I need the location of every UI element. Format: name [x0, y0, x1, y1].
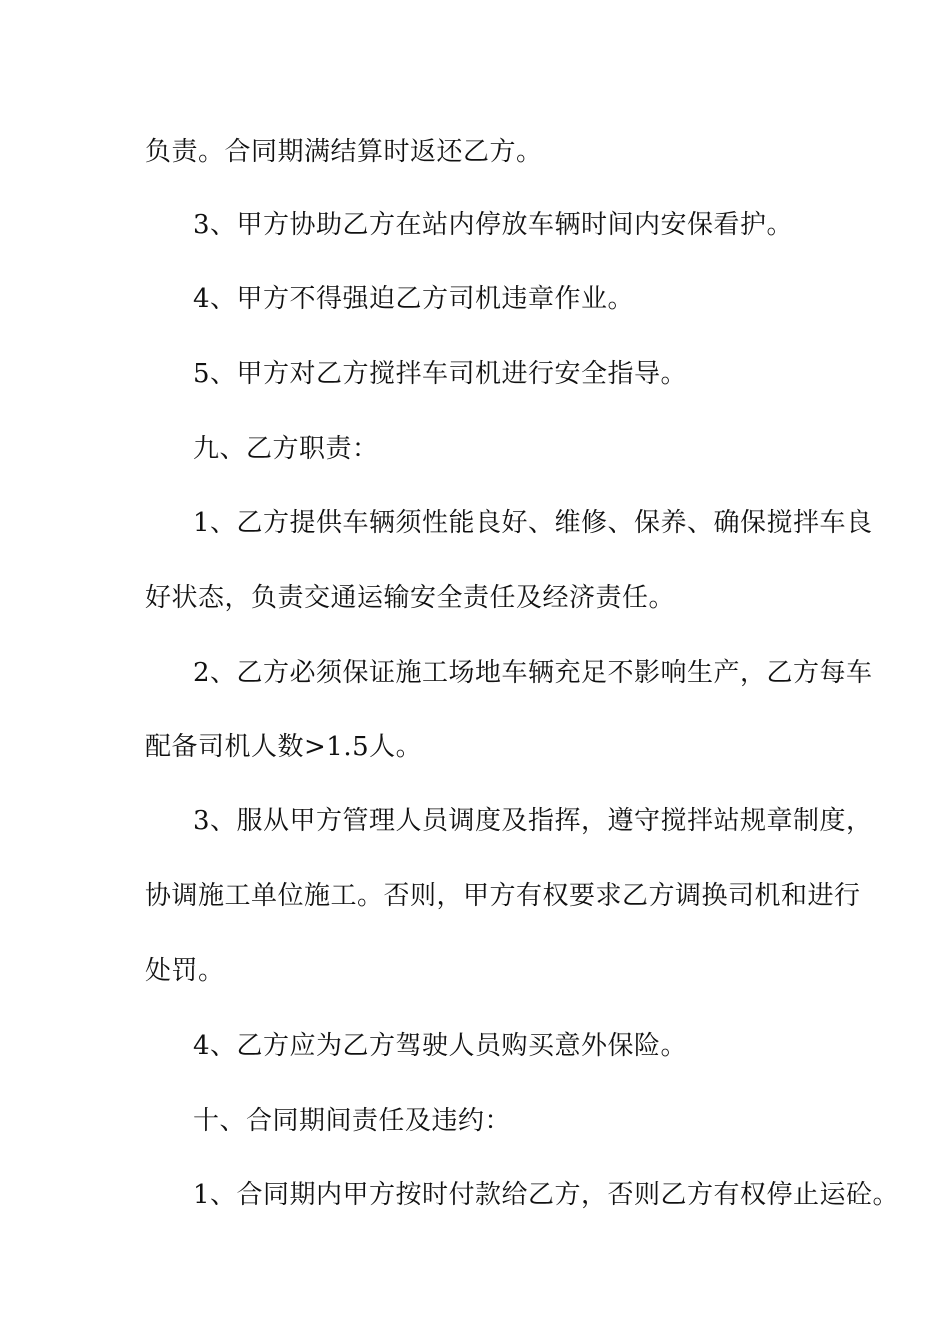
text-line-item-4: 4、甲方不得强迫乙方司机违章作业。 — [193, 284, 635, 314]
text-line-item-3: 3、甲方协助乙方在站内停放车辆时间内安保看护。 — [193, 210, 794, 240]
text-line-b-item-3-cont: 协调施工单位施工。否则，甲方有权要求乙方调换司机和进行 — [145, 881, 861, 911]
text-line-c-item-1: 1、合同期内甲方按时付款给乙方，否则乙方有权停止运砼。 — [193, 1180, 900, 1210]
text-line-b-item-4: 4、乙方应为乙方驾驶人员购买意外保险。 — [193, 1031, 688, 1061]
text-line-b-item-3: 3、服从甲方管理人员调度及指挥，遵守搅拌站规章制度， — [193, 806, 873, 836]
text-line-b-item-2-cont: 配备司机人数>1.5人。 — [145, 732, 423, 762]
text-line-continuation: 负责。合同期满结算时返还乙方。 — [145, 137, 543, 167]
text-line-item-5: 5、甲方对乙方搅拌车司机进行安全指导。 — [193, 359, 688, 389]
text-line-b-item-3-cont2: 处罚。 — [145, 956, 225, 986]
text-line-b-item-2: 2、乙方必须保证施工场地车辆充足不影响生产，乙方每车 — [193, 658, 873, 688]
text-line-b-item-1-cont: 好状态，负责交通运输安全责任及经济责任。 — [145, 583, 676, 613]
text-line-b-item-1: 1、乙方提供车辆须性能良好、维修、保养、确保搅拌车良 — [193, 508, 873, 538]
section-heading-9: 九、乙方职责： — [193, 434, 379, 464]
section-heading-10: 十、合同期间责任及违约： — [193, 1106, 512, 1136]
